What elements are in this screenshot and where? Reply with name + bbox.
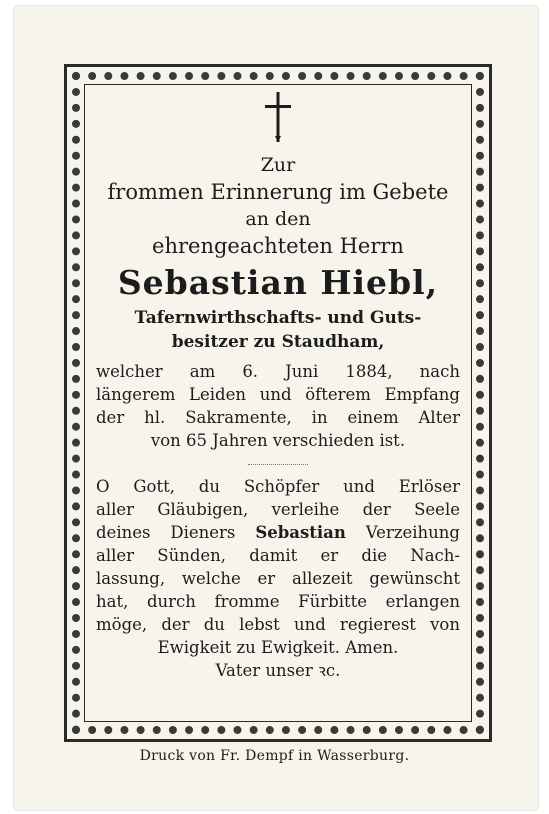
prayer-line: aller Gläubigen, verleihe der Seele [96,500,460,519]
prayer-line: möge, der du lebst und regierest von [96,615,460,634]
cross-icon [261,90,295,146]
prayer-line [96,521,460,544]
prayer-line: aller Sünden, damit er die Nach- [96,546,460,565]
death-line: der hl. Sakramente, in einem Alter [96,408,460,427]
death-notice [96,360,460,452]
occupation-line-2: besitzer zu Staudham, [171,332,385,352]
prayer-line: Ewigkeit zu Ewigkeit. Amen. [157,638,399,657]
card-content [96,90,460,682]
prayer-text: Verzeihung [365,523,460,542]
prayer-line: O Gott, du Schöpfer und Erlöser [96,477,460,496]
death-line: längerem Leiden und öfterem Empfang [96,385,460,404]
prayer-line: lassung, welche er allezeit gewünscht [96,569,460,588]
intro-line-4: ehrengeachteten Herrn [152,234,404,258]
intro-line-1: Zur [260,154,296,176]
prayer-name: Sebastian [255,523,346,542]
intro-line-3: an den [245,208,311,230]
prayer-line: hat, durch fromme Fürbitte erlangen [96,592,460,611]
prayer-text: deines Dieners [96,523,236,542]
prayer [96,475,460,682]
death-line: welcher am 6. Juni 1884, nach [96,362,460,381]
divider [248,464,308,465]
deceased-name: Sebastian Hiebl, [117,263,439,302]
printer-credit: Druck von Fr. Dempf in Wasserburg. [139,748,410,764]
intro-line-2: frommen Erinnerung im Gebete [107,180,449,204]
prayer-closing: Vater unser ꝛc. [215,661,341,680]
death-line: von 65 Jahren verschieden ist. [150,431,406,450]
occupation-line-1: Tafernwirthschafts- und Guts- [134,308,422,328]
